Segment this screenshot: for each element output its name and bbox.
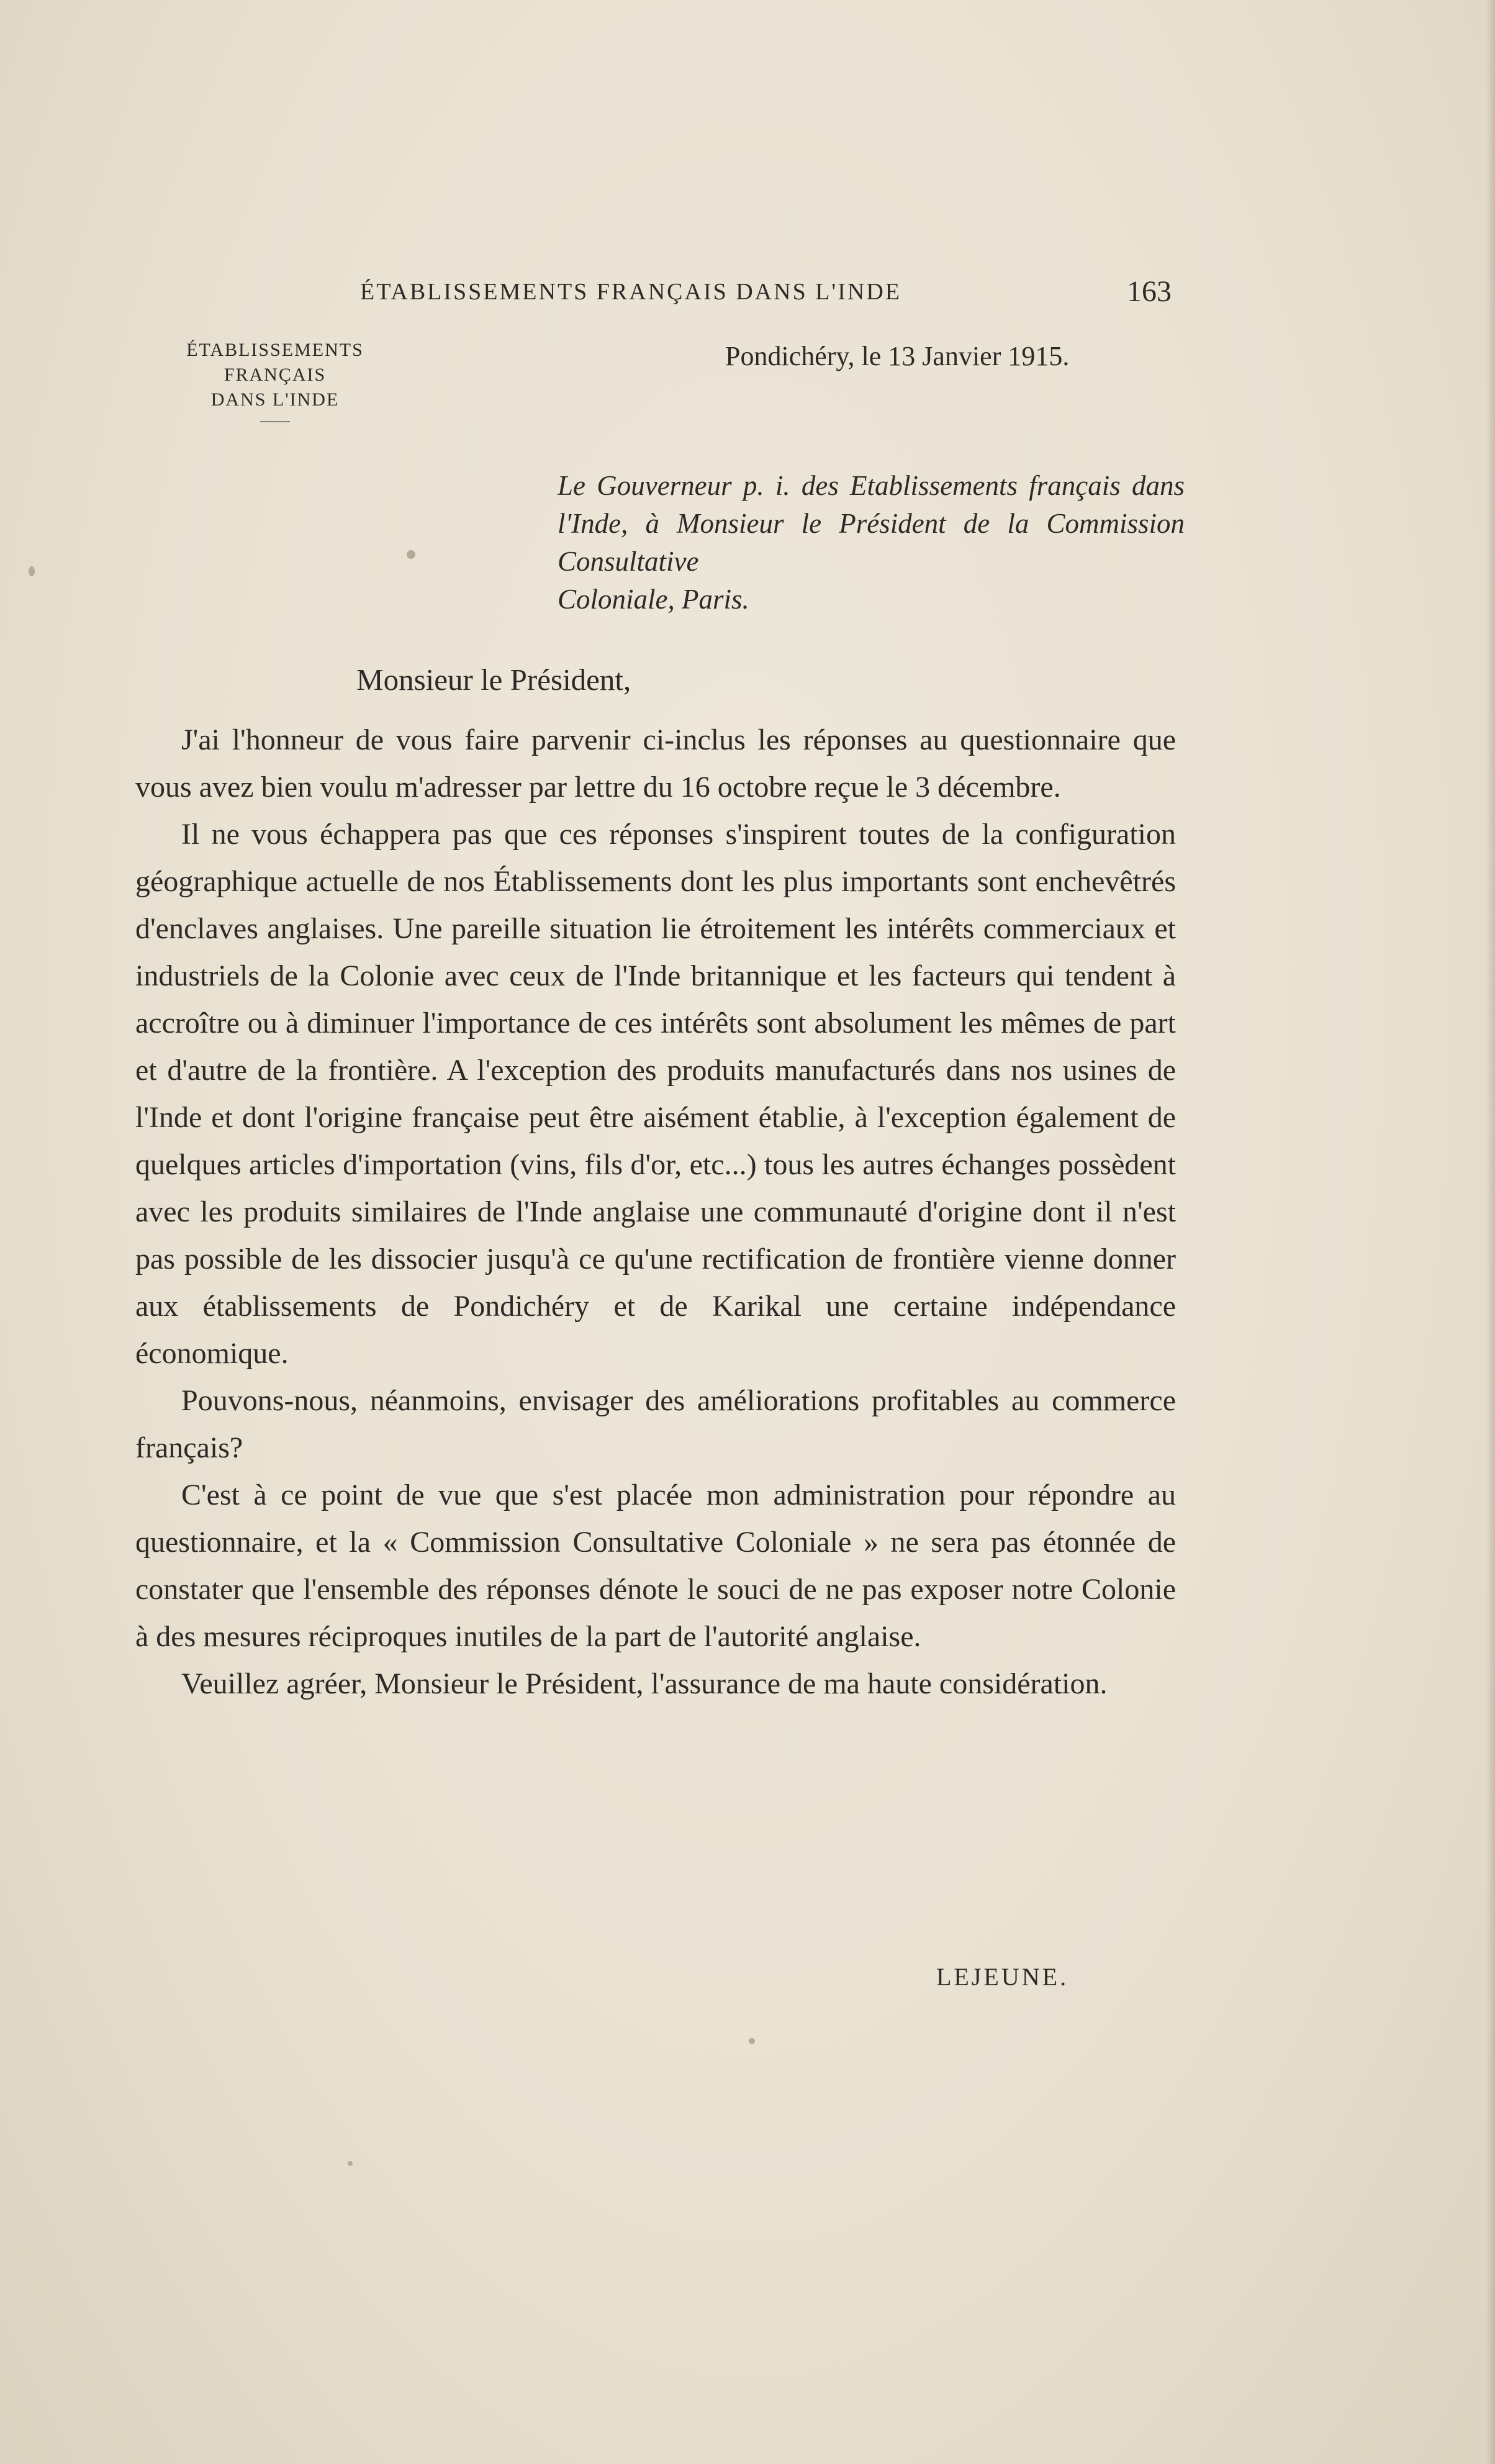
- paragraph-4: C'est à ce point de vue que s'est placée mon administration pour répondre au questionnaire, et la « Commission Consultative Coloniale » ne sera pas étonnée de constater que l'ensemble des réponses dénote le souci de ne pas exposer notre Colonie à des mesures réciproques inutiles de la part de l'autorité anglaise.: [135, 1479, 1176, 1653]
- paper-speck: [29, 566, 35, 576]
- dateline: Pondichéry, le 13 Janvier 1915.: [725, 341, 1070, 371]
- paper-speck: [348, 2161, 353, 2166]
- paper-speck: [749, 2038, 755, 2044]
- sender-divider: [260, 421, 290, 422]
- address-line-1: Le Gouverneur p. i. des Etablissements français dans l'Inde, à Monsieur le Président de la Commission Consultative: [558, 470, 1185, 577]
- letter-body: [135, 717, 1176, 1708]
- paragraph-5: Veuillez agréer, Monsieur le Président, l'assurance de ma haute considération.: [181, 1667, 1108, 1700]
- address-block: [558, 467, 1185, 618]
- paragraph-3: Pouvons-nous, néanmoins, envisager des améliorations profitables au commerce français?: [135, 1384, 1176, 1464]
- paper-speck: [407, 550, 415, 559]
- salutation: Monsieur le Président,: [356, 663, 631, 697]
- signature: LEJEUNE.: [936, 1963, 1069, 1991]
- sender-line-2: DANS L'INDE: [210, 389, 340, 410]
- paragraph-1: J'ai l'honneur de vous faire parvenir ci-inclus les réponses au questionnaire que vous avez bien voulu m'adresser par lettre du 16 octobre reçue le 3 décembre.: [135, 723, 1176, 804]
- sender-block: [142, 338, 409, 422]
- paragraph-2: Il ne vous échappera pas que ces réponses s'inspirent toutes de la configuration géographique actuelle de nos Établissements dont les plus importants sont enchevêtrés d'enclaves anglaises. Une pareille situation lie étroitement les intérêts commerciaux et industriels de la Colonie avec ceux de l'Inde britannique et les facteurs qui tendent à accroître ou à diminuer l'importance de ces intérêts sont absolument les mêmes de part et d'autre de la frontière. A l'exception des produits manufacturés dans nos usines de l'Inde et dont l'origine française peut être aisément établie, à l'exception également de quelques articles d'importation (vins, fils d'or, etc...) tous les autres échanges possèdent avec les produits similaires de l'Inde anglaise une communauté d'origine dont il n'est pas possible de les dissocier jusqu'à ce qu'une rectification de frontière vienne donner aux établissements de Pondichéry et de Karikal une certaine indépendance économique.: [135, 818, 1176, 1370]
- running-title: ÉTABLISSEMENTS FRANÇAIS DANS L'INDE: [360, 279, 902, 305]
- address-line-2: Coloniale, Paris.: [558, 584, 749, 615]
- page-number: 163: [1127, 275, 1172, 308]
- sender-line-1: ÉTABLISSEMENTS FRANÇAIS: [186, 340, 364, 385]
